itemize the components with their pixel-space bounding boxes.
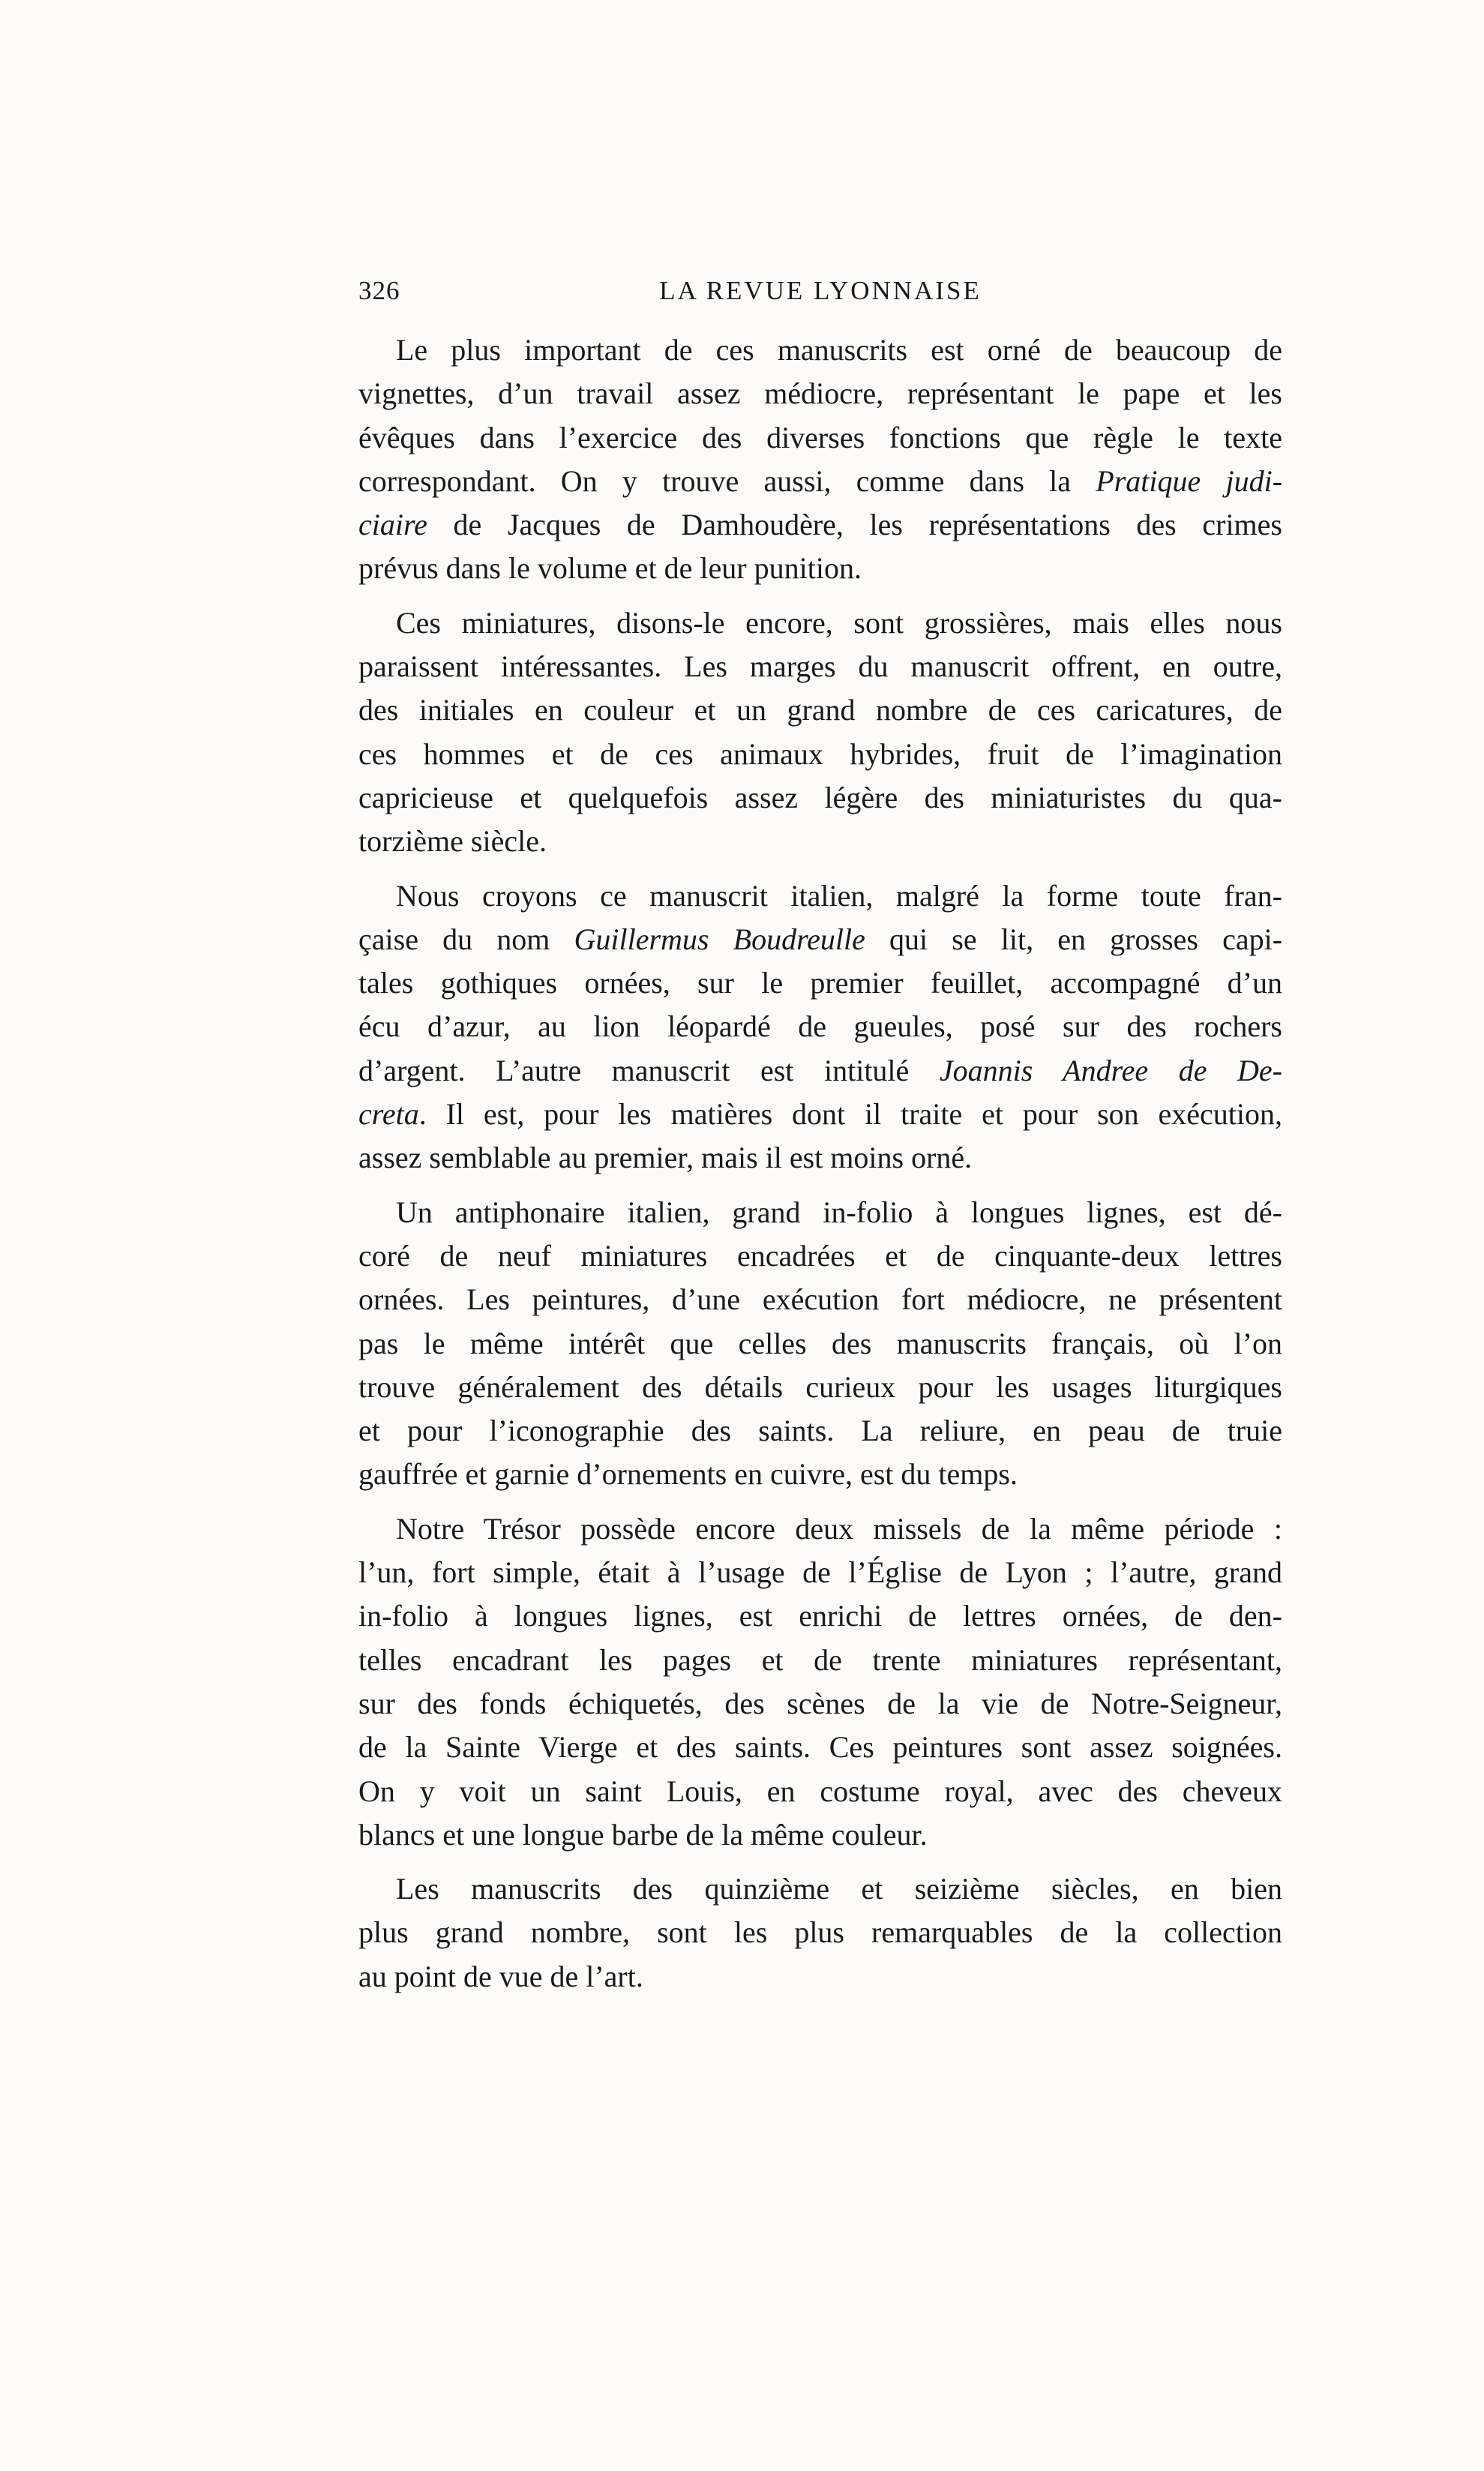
text-line: pas le même intérêt que celles des manuscrits français, où l’on	[358, 1326, 1282, 1360]
text-line	[358, 503, 1282, 547]
text-line: tales gothiques ornées, sur le premier feuillet, accompagné d’un	[358, 966, 1282, 1000]
paragraph-3	[358, 874, 1282, 1180]
text-line: On y voit un saint Louis, en costume royal, avec des cheveux	[358, 1774, 1282, 1808]
text-line: in-folio à longues lignes, est enrichi de lettres ornées, de den-	[358, 1599, 1282, 1633]
text-line: au point de vue de l’art.	[358, 1959, 643, 1993]
text-line: trouve généralement des détails curieux pour les usages liturgiques	[358, 1369, 1282, 1404]
body-text	[358, 328, 1282, 1999]
paragraph-6	[358, 1867, 1282, 1999]
text-line: plus grand nombre, sont les plus remarquables de la collection	[358, 1915, 1282, 1950]
italic-title: Pratique judi-	[1096, 463, 1283, 498]
text-line: gauffrée et garnie d’ornements en cuivre, est du temps.	[358, 1457, 1018, 1492]
page-number: 326	[358, 276, 400, 305]
text-line	[358, 460, 1282, 503]
journal-title: LA REVUE LYONNAISE	[659, 276, 982, 305]
text-line: paraissent intéressantes. Les marges du manuscrit offrent, en outre,	[358, 649, 1282, 684]
text-line: l’un, fort simple, était à l’usage de l’Église de Lyon ; l’autre, grand	[358, 1555, 1282, 1590]
text-line: vignettes, d’un travail assez médiocre, représentant le pape et les	[358, 376, 1282, 411]
text-line: torzième siècle.	[358, 824, 547, 859]
text-line: des initiales en couleur et un grand nombre de ces caricatures, de	[358, 693, 1282, 727]
italic-name: Guillermus Boudreulle	[574, 922, 865, 956]
text-line: Notre Trésor possède encore deux missels de la même période :	[396, 1511, 1282, 1546]
text-line: évêques dans l’exercice des diverses fonctions que règle le texte	[358, 420, 1282, 454]
text-line: Le plus important de ces manuscrits est orné de beaucoup de	[396, 333, 1282, 367]
text-line: telles encadrant les pages et de trente miniatures représentant,	[358, 1642, 1282, 1677]
paragraph-1	[358, 328, 1282, 591]
running-head	[358, 276, 1282, 321]
text-line: ornées. Les peintures, d’une exécution fort médiocre, ne présentent	[358, 1282, 1282, 1317]
text-line: et pour l’iconographie des saints. La reliure, en peau de truie	[358, 1414, 1282, 1448]
text-segment: correspondant. On y trouve aussi, comme dans la	[358, 463, 1072, 498]
text-segment: de Jacques de Damhoudère, les représentations des crimes	[427, 508, 1282, 542]
text-line: prévus dans le volume et de leur punition.	[358, 551, 862, 586]
text-line: écu d’azur, au lion léopardé de gueules, posé sur des rochers	[358, 1009, 1282, 1044]
text-segment: çaise du nom	[358, 922, 550, 956]
text-line	[358, 918, 1282, 961]
paragraph-5	[358, 1507, 1282, 1857]
italic-title: Joannis Andree de De-	[939, 1053, 1282, 1087]
text-line: blancs et une longue barbe de la même couleur.	[358, 1817, 928, 1852]
text-segment: . Il est, pour les matières dont il traite et pour son exécution,	[418, 1097, 1282, 1132]
paragraph-4	[358, 1191, 1282, 1497]
text-line: de la Sainte Vierge et des saints. Ces peintures sont assez soignées.	[358, 1730, 1282, 1765]
text-segment: qui se lit, en grosses capi-	[865, 922, 1283, 956]
paragraph-2	[358, 601, 1282, 864]
text-line: sur des fonds échiquetés, des scènes de la vie de Notre-Seigneur,	[358, 1686, 1282, 1720]
text-line: assez semblable au premier, mais il est moins orné.	[358, 1141, 973, 1175]
italic-title: creta	[358, 1097, 419, 1132]
text-line: Ces miniatures, disons-le encore, sont grossières, mais elles nous	[396, 605, 1282, 640]
text-line	[358, 1093, 1282, 1136]
text-line: capricieuse et quelquefois assez légère des miniaturistes du qua-	[358, 780, 1282, 814]
text-line: Un antiphonaire italien, grand in-folio à longues lignes, est dé-	[396, 1195, 1282, 1229]
italic-title: ciaire	[358, 508, 427, 542]
text-line: coré de neuf miniatures encadrées et de cinquante-deux lettres	[358, 1238, 1282, 1273]
text-segment: d’argent. L’autre manuscrit est intitulé	[358, 1053, 910, 1087]
text-line: Les manuscrits des quinzième et seizième siècles, en bien	[396, 1872, 1282, 1906]
text-line: Nous croyons ce manuscrit italien, malgré la forme toute fran-	[396, 878, 1282, 913]
text-line	[358, 1049, 1282, 1093]
text-line: ces hommes et de ces animaux hybrides, fruit de l’imagination	[358, 736, 1282, 771]
